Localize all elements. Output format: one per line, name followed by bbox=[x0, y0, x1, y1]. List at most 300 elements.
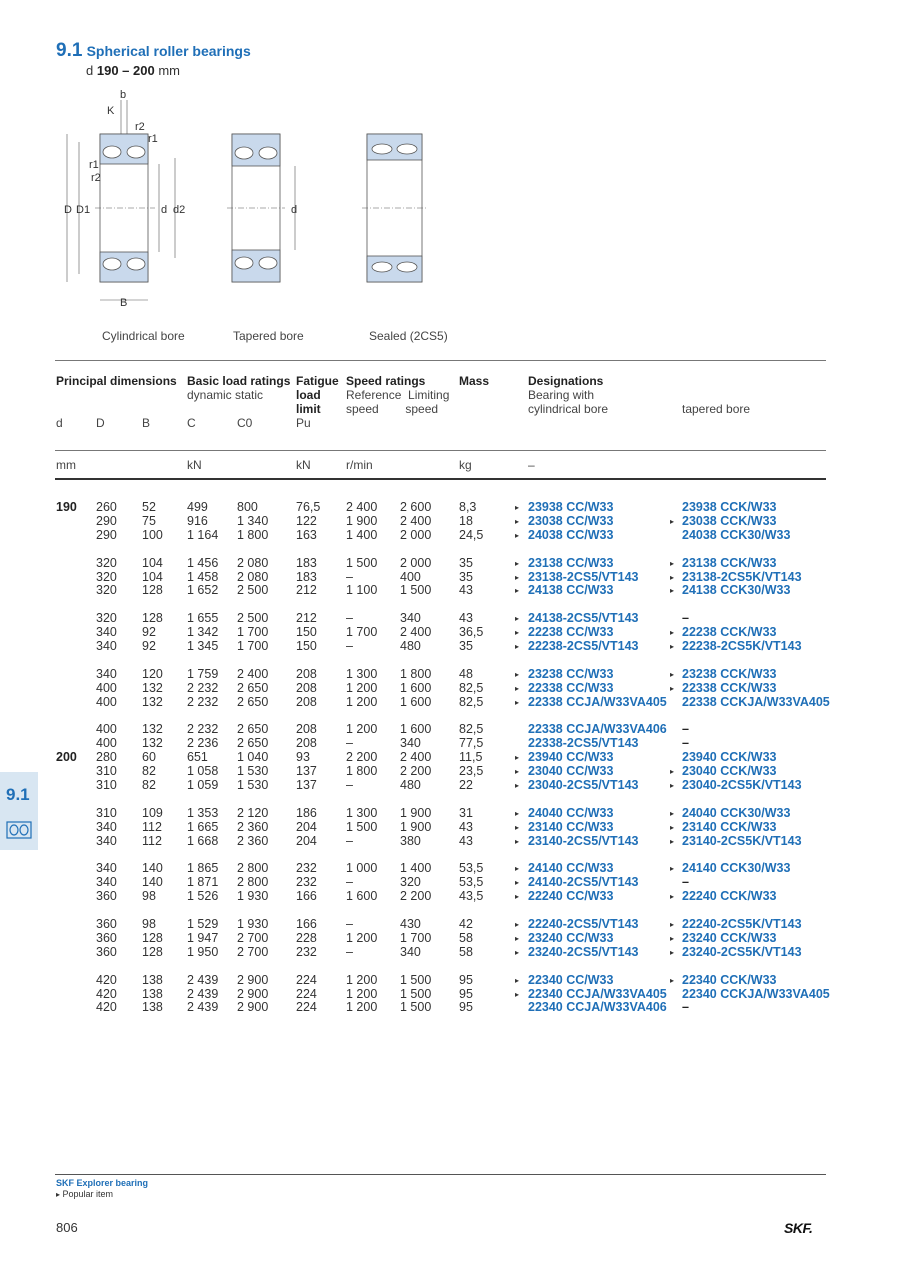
chapter-side-tab bbox=[0, 772, 38, 850]
popular-marker-icon: ▸ bbox=[670, 781, 675, 790]
popular-marker-icon: ▸ bbox=[670, 558, 675, 568]
cell-Pu: 232 bbox=[296, 875, 317, 890]
cell-B: 132 bbox=[142, 722, 163, 737]
popular-marker-icon: ▸ bbox=[670, 628, 675, 638]
table-row bbox=[0, 611, 900, 625]
cell-C0: 2 900 bbox=[237, 986, 269, 1001]
cell-D: 340 bbox=[96, 875, 117, 890]
designation-tapered: 23240-2CS5K/VT143 bbox=[682, 944, 802, 959]
cell-mass: 77,5 bbox=[459, 736, 484, 751]
cell-B: 98 bbox=[142, 889, 156, 904]
label-d: d bbox=[161, 204, 168, 216]
cell-C: 2 439 bbox=[187, 972, 219, 987]
popular-marker-icon: ▸ bbox=[670, 767, 675, 777]
popular-marker-icon: ▸ bbox=[515, 642, 520, 651]
designation-cylindrical: 22340 CC/W33 bbox=[528, 972, 614, 987]
cell-C: 1 947 bbox=[187, 930, 219, 945]
popular-marker-icon: ▸ bbox=[515, 822, 520, 832]
designation-cylindrical: 23138-2CS5/VT143 bbox=[528, 569, 639, 584]
cell-B: 112 bbox=[142, 833, 162, 848]
cell-C: 1 871 bbox=[187, 875, 219, 890]
cell-C: 1 526 bbox=[187, 889, 219, 904]
cell-mass: 95 bbox=[459, 972, 473, 987]
table-row bbox=[0, 667, 900, 681]
popular-marker-icon: ▸ bbox=[515, 669, 520, 679]
cell-lim-speed: 1 700 bbox=[400, 930, 432, 945]
cell-lim-speed: 340 bbox=[400, 944, 421, 959]
unit-kN: kN bbox=[187, 458, 202, 472]
table-row bbox=[0, 528, 900, 542]
cell-mass: 95 bbox=[459, 1000, 473, 1015]
cell-mass: 53,5 bbox=[459, 861, 484, 876]
header-fatigue-load-limit: Fatigue load limit bbox=[296, 374, 339, 416]
designation-tapered: 22238-2CS5K/VT143 bbox=[682, 639, 802, 653]
popular-marker-icon: ▸ bbox=[670, 669, 675, 679]
unit-kg: kg bbox=[459, 458, 472, 472]
cell-C0: 1 700 bbox=[237, 639, 269, 653]
table-row bbox=[0, 750, 900, 764]
cell-ref-speed: 1 500 bbox=[346, 555, 378, 570]
label-d2: d2 bbox=[173, 204, 186, 216]
popular-marker-icon: ▸ bbox=[515, 572, 520, 582]
cell-C0: 2 650 bbox=[237, 694, 269, 709]
group-bore-d: 200 bbox=[56, 750, 77, 765]
unit-dash: – bbox=[528, 458, 535, 472]
cell-C0: 2 650 bbox=[237, 680, 269, 695]
cell-C0: 2 900 bbox=[237, 972, 269, 987]
cell-lim-speed: 1 500 bbox=[400, 583, 432, 598]
cell-C0: 2 360 bbox=[237, 833, 269, 848]
designation-cylindrical: 23140 CC/W33 bbox=[528, 819, 614, 834]
cell-ref-speed: 1 300 bbox=[346, 666, 378, 681]
cell-B: 138 bbox=[142, 972, 163, 987]
cell-ref-speed: – bbox=[346, 917, 353, 931]
cell-C: 916 bbox=[187, 513, 208, 528]
table-row bbox=[0, 500, 900, 514]
popular-marker-icon: ▸ bbox=[515, 558, 520, 568]
label-r2-top: r2 bbox=[135, 121, 145, 133]
cell-lim-speed: 1 500 bbox=[400, 986, 432, 1001]
cell-B: 138 bbox=[142, 1000, 163, 1015]
designation-cylindrical: 23040-2CS5/VT143 bbox=[528, 778, 639, 792]
cell-mass: 24,5 bbox=[459, 527, 484, 542]
section-title: Spherical roller bearings bbox=[86, 43, 251, 59]
popular-marker-icon: ▸ bbox=[515, 683, 520, 693]
table-row bbox=[0, 570, 900, 584]
unit-rmin: r/min bbox=[346, 458, 373, 472]
cell-D: 400 bbox=[96, 694, 117, 709]
range-unit: mm bbox=[158, 63, 180, 78]
cell-D: 420 bbox=[96, 1000, 117, 1015]
popular-marker-icon: ▸ bbox=[515, 503, 520, 512]
designation-cylindrical: 23238 CC/W33 bbox=[528, 666, 614, 681]
cell-D: 310 bbox=[96, 805, 117, 820]
col-D: D bbox=[96, 416, 105, 430]
cell-ref-speed: 1 400 bbox=[346, 527, 378, 542]
cell-Pu: 204 bbox=[296, 819, 317, 834]
cell-ref-speed: 1 300 bbox=[346, 805, 378, 820]
range-values: 190 – 200 bbox=[96, 63, 155, 78]
cell-D: 340 bbox=[96, 819, 117, 834]
designation-tapered: 23138-2CS5K/VT143 bbox=[682, 569, 802, 584]
cell-B: 75 bbox=[142, 513, 156, 528]
table-row bbox=[0, 931, 900, 945]
popular-marker-icon: ▸ bbox=[670, 586, 675, 596]
cell-C: 2 232 bbox=[187, 694, 219, 709]
label-r2-side: r2 bbox=[91, 172, 101, 184]
cell-C: 1 164 bbox=[187, 527, 219, 542]
table-row bbox=[0, 722, 900, 736]
cell-C: 1 652 bbox=[187, 583, 219, 598]
cell-ref-speed: 1 900 bbox=[346, 513, 378, 528]
cell-Pu: 224 bbox=[296, 972, 317, 987]
cell-Pu: 232 bbox=[296, 861, 317, 876]
popular-marker-icon: ▸ bbox=[515, 864, 520, 874]
cell-mass: 35 bbox=[459, 569, 473, 584]
popular-marker-icon: ▸ bbox=[515, 836, 520, 846]
cell-D: 360 bbox=[96, 944, 117, 959]
cell-D: 420 bbox=[96, 986, 117, 1001]
cell-ref-speed: 1 800 bbox=[346, 764, 378, 779]
cell-ref-speed: – bbox=[346, 611, 353, 626]
popular-marker-icon: ▸ bbox=[670, 642, 675, 651]
cell-Pu: 212 bbox=[296, 583, 317, 598]
table-row bbox=[0, 736, 900, 750]
cell-D: 360 bbox=[96, 930, 117, 945]
cell-ref-speed: 1 700 bbox=[346, 625, 378, 640]
cell-lim-speed: 1 500 bbox=[400, 1000, 432, 1015]
cell-C0: 2 120 bbox=[237, 805, 269, 820]
cell-D: 340 bbox=[96, 666, 117, 681]
footer-legend bbox=[56, 1178, 148, 1200]
cell-C0: 2 400 bbox=[237, 666, 269, 681]
popular-marker-icon: ▸ bbox=[515, 989, 520, 999]
cell-lim-speed: 430 bbox=[400, 917, 421, 931]
cell-C0: 2 650 bbox=[237, 736, 269, 751]
cell-Pu: 208 bbox=[296, 722, 317, 737]
popular-marker-icon: ▸ bbox=[670, 683, 675, 693]
cell-C0: 2 650 bbox=[237, 722, 269, 737]
table-row bbox=[0, 806, 900, 820]
popular-marker-icon: ▸ bbox=[515, 614, 520, 624]
cell-Pu: 183 bbox=[296, 569, 317, 584]
header-mass: Mass bbox=[459, 374, 490, 388]
cell-Pu: 232 bbox=[296, 944, 317, 959]
popular-marker-icon: ▸ bbox=[515, 892, 520, 902]
cell-ref-speed: 2 400 bbox=[346, 500, 378, 514]
cell-C0: 1 530 bbox=[237, 764, 269, 779]
cell-B: 132 bbox=[142, 736, 163, 751]
cell-C0: 2 080 bbox=[237, 555, 269, 570]
cell-mass: 53,5 bbox=[459, 875, 484, 890]
cell-B: 128 bbox=[142, 583, 163, 598]
popular-marker-icon: ▸ bbox=[515, 933, 520, 943]
cell-D: 320 bbox=[96, 555, 117, 570]
popular-marker-icon: ▸ bbox=[670, 864, 675, 874]
label-D: D bbox=[64, 204, 72, 216]
designation-tapered: 23240 CCK/W33 bbox=[682, 930, 777, 945]
cell-mass: 22 bbox=[459, 778, 473, 792]
designation-tapered: 22240 CCK/W33 bbox=[682, 889, 777, 904]
cell-lim-speed: 1 500 bbox=[400, 972, 432, 987]
cell-mass: 36,5 bbox=[459, 625, 484, 640]
cell-Pu: 208 bbox=[296, 666, 317, 681]
cell-C0: 1 340 bbox=[237, 513, 269, 528]
popular-marker-icon: ▸ bbox=[515, 767, 520, 777]
cell-C: 1 342 bbox=[187, 625, 219, 640]
cell-lim-speed: 2 200 bbox=[400, 889, 432, 904]
caption-tapered-bore: Tapered bore bbox=[233, 329, 304, 343]
cell-ref-speed: 1 100 bbox=[346, 583, 378, 598]
cell-lim-speed: 2 000 bbox=[400, 527, 432, 542]
header-designations: Designations Bearing with cylindrical bore bbox=[528, 374, 609, 416]
designation-tapered: 24040 CCK30/W33 bbox=[682, 805, 791, 820]
designation-tapered: 22240-2CS5K/VT143 bbox=[682, 917, 802, 931]
footer-rule bbox=[55, 1174, 826, 1175]
designation-cylindrical: 23038 CC/W33 bbox=[528, 513, 614, 528]
designation-cylindrical: 22338 CCJA/W33VA405 bbox=[528, 694, 667, 709]
cell-mass: 48 bbox=[459, 666, 473, 681]
designation-tapered: 23040 CCK/W33 bbox=[682, 764, 777, 779]
popular-marker-icon: ▸ bbox=[515, 753, 520, 763]
designation-cylindrical: 22240-2CS5/VT143 bbox=[528, 917, 639, 931]
cell-lim-speed: 1 800 bbox=[400, 666, 432, 681]
cell-C: 1 353 bbox=[187, 805, 219, 820]
range-prefix: d bbox=[86, 63, 94, 78]
cell-mass: 11,5 bbox=[459, 750, 483, 765]
popular-marker-icon: ▸ bbox=[670, 516, 675, 526]
cell-C: 1 865 bbox=[187, 861, 219, 876]
popular-marker-icon: ▸ bbox=[515, 586, 520, 596]
cell-B: 92 bbox=[142, 625, 156, 640]
designation-cylindrical: 24138-2CS5/VT143 bbox=[528, 611, 639, 626]
label-K: K bbox=[107, 105, 115, 117]
page-number: 806 bbox=[56, 1220, 78, 1235]
cell-B: 104 bbox=[142, 555, 163, 570]
cell-mass: 35 bbox=[459, 639, 473, 653]
designation-cylindrical: 23140-2CS5/VT143 bbox=[528, 833, 639, 848]
popular-marker-icon: ▸ bbox=[515, 530, 520, 540]
designation-tapered: 23138 CCK/W33 bbox=[682, 555, 777, 570]
cell-lim-speed: 2 400 bbox=[400, 625, 432, 640]
cell-lim-speed: 1 900 bbox=[400, 819, 432, 834]
designation-tapered: – bbox=[682, 736, 689, 751]
cell-Pu: 166 bbox=[296, 917, 317, 931]
popular-marker-icon: ▸ bbox=[515, 975, 520, 985]
table-row bbox=[0, 917, 900, 931]
cell-C: 1 759 bbox=[187, 666, 219, 681]
cell-Pu: 224 bbox=[296, 986, 317, 1001]
cell-Pu: 76,5 bbox=[296, 500, 321, 514]
cell-D: 310 bbox=[96, 778, 117, 792]
cell-C: 1 529 bbox=[187, 917, 219, 931]
cell-C0: 2 800 bbox=[237, 875, 269, 890]
table-row bbox=[0, 695, 900, 709]
designation-tapered: 23140 CCK/W33 bbox=[682, 819, 777, 834]
cell-C0: 2 500 bbox=[237, 611, 269, 626]
cell-ref-speed: 1 200 bbox=[346, 930, 378, 945]
table-row bbox=[0, 987, 900, 1001]
popular-marker-icon: ▸ bbox=[515, 920, 520, 929]
cell-ref-speed: – bbox=[346, 875, 353, 890]
cell-B: 138 bbox=[142, 986, 163, 1001]
cell-B: 98 bbox=[142, 917, 156, 931]
designation-cylindrical: 22340 CCJA/W33VA405 bbox=[528, 986, 667, 1001]
cell-mass: 43,5 bbox=[459, 889, 484, 904]
cell-C0: 2 360 bbox=[237, 819, 269, 834]
cell-ref-speed: – bbox=[346, 833, 353, 848]
cell-D: 260 bbox=[96, 500, 117, 514]
popular-marker-icon: ▸ bbox=[515, 697, 520, 707]
designation-tapered: 23938 CCK/W33 bbox=[682, 500, 777, 514]
designation-tapered: – bbox=[682, 722, 689, 737]
skf-logo: SKF. bbox=[784, 1220, 813, 1236]
label-B: B bbox=[120, 297, 128, 309]
designation-cylindrical: 22240 CC/W33 bbox=[528, 889, 614, 904]
designation-tapered: 23940 CCK/W33 bbox=[682, 750, 777, 765]
designation-cylindrical: 24038 CC/W33 bbox=[528, 527, 614, 542]
cell-ref-speed: 1 000 bbox=[346, 861, 378, 876]
cell-B: 132 bbox=[142, 680, 163, 695]
cell-Pu: 208 bbox=[296, 736, 317, 751]
cell-mass: 42 bbox=[459, 917, 473, 931]
cell-B: 120 bbox=[142, 666, 163, 681]
unit-kN-fatigue: kN bbox=[296, 458, 311, 472]
cell-mass: 82,5 bbox=[459, 694, 484, 709]
table-row bbox=[0, 639, 900, 653]
cell-B: 100 bbox=[142, 527, 163, 542]
cell-B: 128 bbox=[142, 930, 163, 945]
designation-tapered: 22340 CCKJA/W33VA405 bbox=[682, 986, 830, 1001]
popular-marker-icon: ▸ bbox=[670, 933, 675, 943]
cell-lim-speed: 480 bbox=[400, 778, 421, 792]
cell-mass: 43 bbox=[459, 583, 473, 598]
cell-C0: 800 bbox=[237, 500, 258, 514]
label-r1-top: r1 bbox=[148, 133, 158, 145]
popular-marker-icon: ▸ bbox=[515, 628, 520, 638]
designation-cylindrical: 24138 CC/W33 bbox=[528, 583, 614, 598]
cell-C0: 2 700 bbox=[237, 930, 269, 945]
cell-mass: 8,3 bbox=[459, 500, 477, 514]
cell-lim-speed: 1 600 bbox=[400, 680, 432, 695]
table-row bbox=[0, 681, 900, 695]
cell-C: 2 232 bbox=[187, 722, 219, 737]
cell-ref-speed: 1 200 bbox=[346, 972, 378, 987]
col-Pu: Pu bbox=[296, 416, 311, 430]
header-principal-dimensions: Principal dimensions bbox=[56, 374, 177, 388]
section-number: 9.1 bbox=[56, 40, 83, 61]
cell-C: 2 232 bbox=[187, 680, 219, 695]
cell-C0: 2 900 bbox=[237, 1000, 269, 1015]
cell-C: 1 058 bbox=[187, 764, 219, 779]
cell-ref-speed: – bbox=[346, 639, 353, 653]
designation-cylindrical: 24040 CC/W33 bbox=[528, 805, 614, 820]
cell-B: 82 bbox=[142, 764, 156, 779]
cell-D: 280 bbox=[96, 750, 117, 765]
cell-C: 1 655 bbox=[187, 611, 219, 626]
cell-C0: 1 930 bbox=[237, 889, 269, 904]
cell-C: 499 bbox=[187, 500, 208, 514]
cell-C: 1 059 bbox=[187, 778, 219, 792]
cell-Pu: 228 bbox=[296, 930, 317, 945]
cell-C0: 2 080 bbox=[237, 569, 269, 584]
cell-mass: 23,5 bbox=[459, 764, 484, 779]
popular-marker-icon: ▸ bbox=[670, 947, 675, 957]
cell-D: 400 bbox=[96, 722, 117, 737]
designation-tapered: – bbox=[682, 1000, 689, 1015]
cell-C: 1 458 bbox=[187, 569, 219, 584]
cell-ref-speed: 1 200 bbox=[346, 694, 378, 709]
designation-cylindrical: 24140 CC/W33 bbox=[528, 861, 614, 876]
cell-C: 1 456 bbox=[187, 555, 219, 570]
cell-C0: 1 700 bbox=[237, 625, 269, 640]
designation-cylindrical: 23240-2CS5/VT143 bbox=[528, 944, 639, 959]
cell-lim-speed: 380 bbox=[400, 833, 421, 848]
cell-B: 140 bbox=[142, 861, 163, 876]
designation-cylindrical: 22238 CC/W33 bbox=[528, 625, 614, 640]
cell-mass: 35 bbox=[459, 555, 473, 570]
cell-lim-speed: 1 400 bbox=[400, 861, 432, 876]
cell-B: 128 bbox=[142, 611, 163, 626]
table-row bbox=[0, 583, 900, 597]
cell-lim-speed: 1 600 bbox=[400, 722, 432, 737]
cell-C: 2 439 bbox=[187, 986, 219, 1001]
unit-mm: mm bbox=[56, 458, 76, 472]
popular-marker-icon: ▸ bbox=[515, 878, 520, 888]
label-b: b bbox=[120, 89, 127, 101]
cell-Pu: 212 bbox=[296, 611, 317, 626]
cell-D: 340 bbox=[96, 833, 117, 848]
table-row bbox=[0, 861, 900, 875]
designation-tapered: 23238 CCK/W33 bbox=[682, 666, 777, 681]
cell-Pu: 183 bbox=[296, 555, 317, 570]
cell-ref-speed: 1 200 bbox=[346, 722, 378, 737]
popular-marker-icon: ▸ bbox=[670, 836, 675, 846]
cell-Pu: 93 bbox=[296, 750, 310, 765]
cell-B: 140 bbox=[142, 875, 163, 890]
cell-lim-speed: 2 000 bbox=[400, 555, 432, 570]
designation-tapered: – bbox=[682, 875, 689, 890]
popular-marker-icon: ▸ bbox=[670, 975, 675, 985]
cell-C: 2 439 bbox=[187, 1000, 219, 1015]
table-row bbox=[0, 764, 900, 778]
popular-marker-icon: ▸ bbox=[515, 516, 520, 526]
cell-C0: 2 800 bbox=[237, 861, 269, 876]
cell-B: 104 bbox=[142, 569, 163, 584]
cell-lim-speed: 340 bbox=[400, 736, 421, 751]
col-C: C bbox=[187, 416, 196, 430]
cell-C0: 2 700 bbox=[237, 944, 269, 959]
designation-cylindrical: 23938 CC/W33 bbox=[528, 500, 614, 514]
popular-marker-icon: ▸ bbox=[56, 1190, 61, 1199]
cell-C: 651 bbox=[187, 750, 208, 765]
cell-ref-speed: 1 200 bbox=[346, 680, 378, 695]
designation-tapered: 24140 CCK30/W33 bbox=[682, 861, 791, 876]
cell-C0: 1 930 bbox=[237, 917, 269, 931]
cell-lim-speed: 320 bbox=[400, 875, 421, 890]
designation-cylindrical: 23240 CC/W33 bbox=[528, 930, 614, 945]
designation-cylindrical: 22238-2CS5/VT143 bbox=[528, 639, 639, 653]
cell-Pu: 186 bbox=[296, 805, 317, 820]
popular-marker-icon: ▸ bbox=[670, 920, 675, 929]
cell-C0: 1 530 bbox=[237, 778, 269, 792]
designation-cylindrical: 22338-2CS5/VT143 bbox=[528, 736, 639, 751]
cell-lim-speed: 2 400 bbox=[400, 513, 432, 528]
cell-B: 112 bbox=[142, 819, 162, 834]
cell-Pu: 208 bbox=[296, 694, 317, 709]
table-row bbox=[0, 514, 900, 528]
cell-D: 340 bbox=[96, 639, 117, 653]
